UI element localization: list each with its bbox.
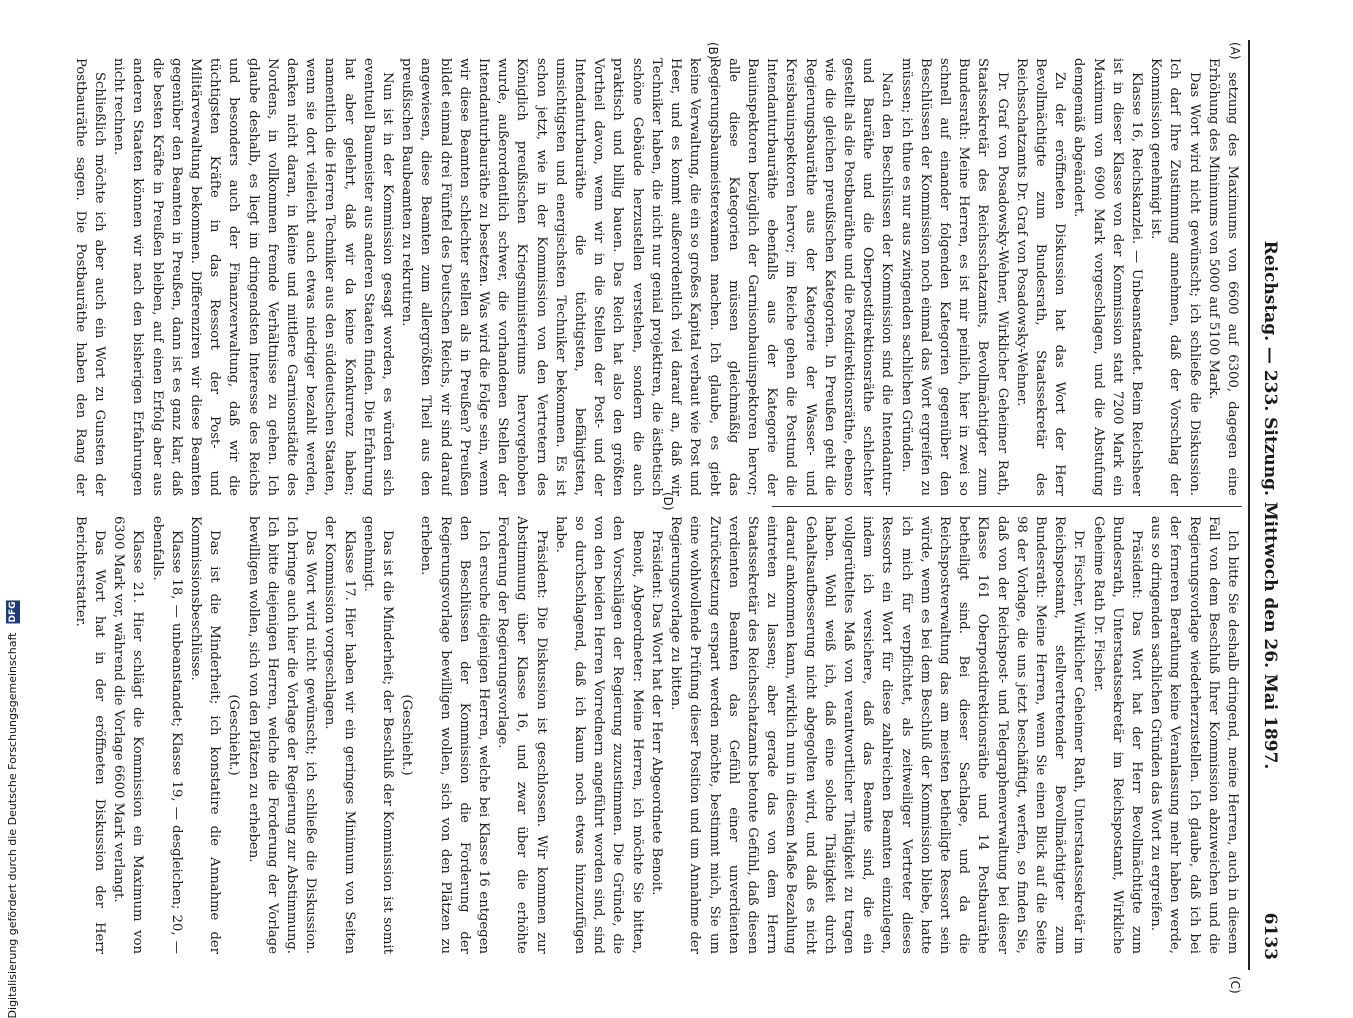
- dfg-logo: DFG: [8, 601, 18, 623]
- paragraph: Das Wort wird nicht gewünscht; ich schließe die Diskussion. Ich darf Ihre Zustimmung annehmen, daß der Vorschlag der Kommission genehmigt ist.: [1148, 58, 1202, 496]
- right-column: [72, 516, 1242, 954]
- stage-direction: (Geschieht.): [399, 694, 415, 776]
- credit-text: Digitalisierung gefördert durch die Deutsche Forschungsgemeinschaft: [6, 632, 19, 1018]
- paragraph: Ich ersuche diejenigen Herren, welche bei Klasse 16 entgegen den Beschlüssen der Kommission die Forderung der Regierungsvorlage bewilligen wollen, sich von den Plätzen zu erheben.: [418, 516, 492, 954]
- paragraph: setzung des Maximums von 6600 auf 6300, dagegen eine Erhöhung des Minimums von 5000 auf 5100 Mark.: [1205, 58, 1240, 496]
- margin-mark-b: (B): [706, 42, 720, 60]
- page-number: 6133: [1260, 912, 1280, 960]
- paragraph: Ich bitte Sie deshalb dringend, meine Herren, auch in diesem Fall von dem Beschluß Ihrer Kommission abzuweichen und die Regierungsvorlage wiederherzustellen. Ich glaube, daß ich bei der ferneren Berathung keine Veranlassung mehr haben werde, aus so dringenden sachlichen Gründen das Wort zu ergreifen.: [1148, 516, 1240, 954]
- paragraph: Dr. Graf von Posadowsky-Wehner, Wirklicher Geheimer Rath, Staatssekretär des Reichsschatzamts, Bevollmächtigter zum Bundesrath: Meine Herren, es ist mir peinlich, hier in zwei so schnell auf einander folgenden Kategorien gegenüber den Beschlüssen der Kommission noch einmal das Wort ergreifen zu müssen; ich thue es nur aus zwingenden sachlichen Gründen.: [898, 58, 1010, 496]
- paragraph: Klasse 18, — unbeanstandet; Klasse 19, — desgleichen; 20, — ebenfalls.: [149, 516, 184, 954]
- margin-mark-c: (C): [1228, 976, 1242, 994]
- paragraph: Klasse 16, Reichskanzlei. — Unbeanstandet. Beim Reichsheer ist in dieser Klasse von der Kommission statt 7200 Mark ein Maximum von 6900 Mark vorgeschlagen, und die Abstufung demgemäß abgeändert.: [1071, 58, 1144, 496]
- paragraph: Zu der eröffneten Diskussion hat das Wort der Herr Bevollmächtigte zum Bundesrath, Staatssekretär des Reichsschatzamts Dr. Graf von Posadowsky-Wehner.: [1013, 58, 1068, 496]
- margin-mark-a: (A): [1228, 42, 1242, 60]
- page-title: Reichstag. — 233. Sitzung. Mittwoch den 26. Mai 1897.: [1260, 240, 1280, 770]
- paragraph: Benoit, Abgeordneter: Meine Herren, ich möchte Sie bitten, den Vorschlägen der Regierung zuzustimmen. Die Gründe, die von den beiden Herren Vorrednern angeführt worden sind, sind so durchschlagend, daß ich kaum noch etwas hinzuzufügen habe.: [552, 516, 645, 954]
- paragraph: Nach den Beschlüssen der Kommission sind die Intendantur- und Bauräthe und die Oberpostdirektionsräthe schlechter gestellt als die Postbauräthe und die Postdirektionsräthe, ebenso wie die gleichen preußischen Kategorien. In Preußen geht die Regierungsbauräthe aus der Kategorie der Wasser- und Kreisbauinspektoren hervor; im Reiche gehen die Postund die Intendanturbauräthe ebenfalls aus der Kategorie der Bauinspektoren bezüglich der Garnisonbauinspektoren hervor; alle diese Kategorien müssen gleichmäßig das Regierungsbaumeisterexamen machen. Ich glaube, es giebt keine Verwaltung, die ein so großes Kapital verbaut wie Post und Heer, und es kommt außerordentlich viel darauf an, daß wir Techniker haben, die nicht nur genial projektiren, die ästhetisch schöne Gebäude herzustellen verstehen, sondern die auch praktisch und billig bauen. Das Reich hat also den größten Vortheil davon, wenn wir in die Stellen der Post- und der Intendanturbauräthe die tüchtigsten, befähigtsten, umsichtigsten und energischsten Techniker bekommen. Es ist schon jetzt, wie in der Kommission von den Vertretern des Königlich preußischen Kriegsministeriums hervorgehoben wurde, außerordentlich schwer, die vorhandenen Stellen der Intendanturbauräthe zu besetzen. Was wird die Folge sein, wenn wir diese Beamten schlechter stellen als in Preußen? Preußen bildet einmal drei Fünftel des Deutschen Reichs, wir sind darauf angewiesen, diese Beamten zum allergrößten Theil aus den preußischen Baubeamten zu rekrutiren.: [399, 58, 895, 496]
- paragraph: Dr. Fischer, Wirklicher Geheimer Rath, Unterstaatssekretär im Reichspostamt, stellvertretender Bevollmächtigter zum Bundesrath: Meine Herren, wenn Sie einen Blick auf die Seite 98 der Vorlage, die uns jetzt beschäftigt, werfen, so finden Sie, daß von der Reichspost- und Telegraphenverwaltung bei dieser Klasse 161 Oberpostdirektionsräthe und 14 Postbauräthe betheiligt sind. Bei dieser Sachlage, und da die Reichspostverwaltung das am meisten betheiligte Ressort sein würde, wenn es bei dem Beschluß der Kommission bliebe, hatte ich mich für verpflichtet, als zeitweiliger Vertreter dieses Ressorts ein Wort für diese zahlreichen Beamten einzulegen, indem ich versichere, daß das Beamte sind, die ein vollgerütteltes Maß von verantwortlicher Thätigkeit zu tragen haben. Wohl weiß ich, daß eine solche Thätigkeit durch Gehaltsaufbesserung nicht abgegolten wird, und daß es nicht darauf ankommen kann, wirklich nun in diesem Maße Bezahlung eintreten zu lassen; aber gerade das von dem Herrn Staatssekretär des Reichsschatzamts betonte Gefühl, daß diesen verdienten Beamten das Gefühl einer unverdienten Zurücksetzung erspart werden möchte, bestimmt mich, Sie um eine wohlwollende Prüfung dieser Position und um Annahme der Regierungsvorlage zu bitten.: [668, 516, 1087, 954]
- paragraph: Klasse 21. Hier schlägt die Kommission ein Maximum von 6300 Mark vor, während die Vorlage 6600 Mark verlangt.: [111, 516, 146, 954]
- paragraph: Präsident: Das Wort hat der Herr Bevollmächtigte zum Bundesrath, Unterstaatssekretär im Reichspostamt, Wirkliche Geheime Rath Dr. Fischer.: [1090, 516, 1144, 954]
- paragraph: Schließlich möchte ich aber auch ein Wort zu Gunsten der Postbauräthe sagen. Die Postbauräthe haben den Rang der: [72, 58, 108, 496]
- paragraph: Das Wort wird nicht gewünscht; ich schließe die Diskussion. Ich bringe auch hier die Vorlage der Regierung zur Abstimmung. Ich bitte diejenigen Herren, welche die Forderung der Vorlage bewilligen wollen, sich von den Plätzen zu erheben.: [245, 516, 319, 954]
- margin-mark-d: (D): [661, 492, 675, 511]
- paragraph: Präsident: Das Wort hat der Herr Abgeordnete Benoit.: [648, 530, 664, 896]
- paragraph: Nun ist in der Kommission gesagt worden, es würden sich eventuell Baumeister aus anderen Staaten finden. Die Erfahrung hat aber gelehrt, daß wir da keine Konkurrenz haben; namentlich die Herren Techniker aus den süddeutschen Staaten, wenn sie dort vielleicht auch etwas niedriger bezahlt werden, denken nicht daran, in kleine und mittlere Garnisonstädte des Nordens, in vollkommen fremde Verhältnisse zu gehen. Ich glaube deshalb, es liegt im dringendsten Interesse des Reichs und besonders auch der Finanzverwaltung, daß wir die tüchtigsten Kräfte in das Ressort der Post- und Militärverwaltung bekommen. Differenziren wir diese Beamten gegenüber den Beamten in Preußen, dann ist es ganz klar, daß die besten Kräfte in Preußen bleiben, auf einen Erfolg aber aus anderen Staaten können wir nach den bisherigen Erfahrungen nicht rechnen.: [111, 58, 396, 496]
- paragraph: Das ist die Minderheit; ich konstatire die Annahme der Kommissionsbeschlüsse.: [188, 516, 223, 954]
- paragraph: Das Wort hat in der eröffneten Diskussion der Herr Berichterstatter.: [72, 516, 108, 954]
- stage-direction: (Geschieht.): [226, 694, 242, 776]
- header-rule: [1248, 40, 1250, 970]
- paragraph: Klasse 17. Hier haben wir ein geringes Minimum von Seiten der Kommission vorgeschlagen.: [322, 516, 357, 954]
- page-header: [1252, 50, 1280, 960]
- paragraph: Präsident: Die Diskussion ist geschlossen. Wir kommen zur Abstimmung über Klasse 16, und zwar über die erhöhte Forderung der Regierungsvorlage.: [495, 516, 549, 954]
- dfg-credit: [6, 600, 20, 1018]
- paragraph: Das ist die Minderheit; der Beschluß der Kommission ist somit genehmigt.: [360, 516, 396, 954]
- left-column: [72, 58, 1242, 496]
- rotated-page: [65, 40, 1280, 994]
- column-divider: [772, 506, 1242, 507]
